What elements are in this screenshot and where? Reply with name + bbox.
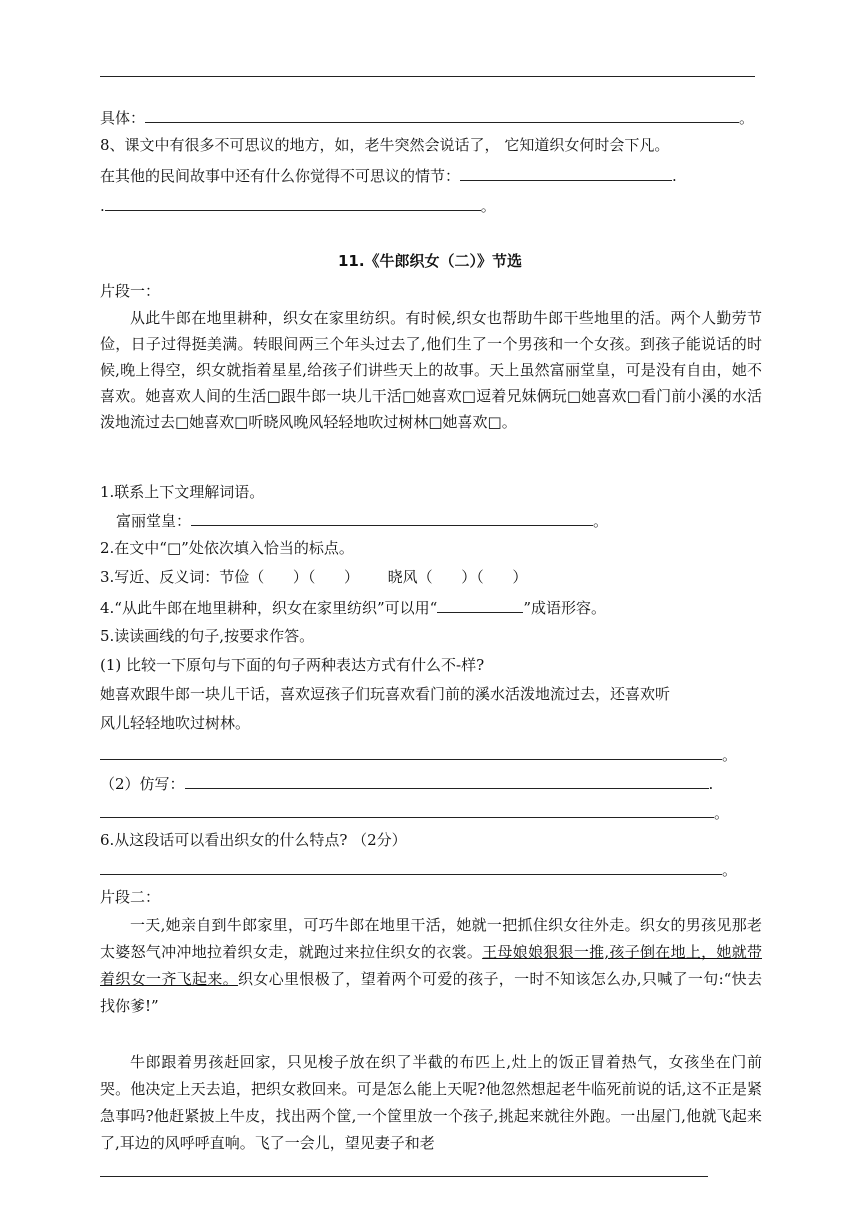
q5-1-blank[interactable] bbox=[100, 743, 722, 760]
frag1-label: 片段一： bbox=[100, 282, 161, 300]
q5-1-text1: 她喜欢跟牛郎一块儿干话，喜欢逗孩子们玩喜欢看门前的溪水活泼地流过去，还喜欢听 bbox=[100, 685, 671, 703]
q8-line2: 在其他的民间故事中还有什么你觉得不可思议的情节： . bbox=[100, 164, 762, 187]
q5-1-text2: 风儿轻轻地吹过树林。 bbox=[100, 714, 251, 732]
section-title: 11.《牛郎织女（二）》节选 bbox=[337, 252, 523, 270]
bottom-rule bbox=[100, 1176, 708, 1177]
frag2-paragraph-2: 牛郎跟着男孩赶回家，只见梭子放在织了半截的布匹上,灶上的饭正冒着热气，女孩坐在门前哭。他决定上天去追，把织女救回来。可是怎么能上天呢?他忽然想起老牛临死前说的话,这不正是紧急事吗?他赶紧披上牛皮，找出两个筐,一个筐里放一个孩子,挑起来就往外跑。一出屋门,他就飞起来了,耳边的风呼呼直响。飞了一会儿，望见妻子和老 bbox=[100, 1053, 762, 1152]
q8-blank-2[interactable] bbox=[105, 194, 481, 211]
q5: 5.读读画线的句子,按要求作答。 bbox=[100, 627, 315, 645]
q5-1: (1) 比较一下原句与下面的句子两种表达方式有什么不-样? bbox=[100, 656, 485, 674]
q4-blank[interactable] bbox=[437, 596, 523, 613]
q1-answer: 富丽堂皇： 。 bbox=[116, 509, 778, 532]
q5-2: （2）仿写： . bbox=[100, 772, 762, 795]
q6-blank[interactable] bbox=[100, 858, 722, 875]
q7-line: 具体： 。 bbox=[100, 106, 762, 129]
q5-2-answer2: 。 bbox=[100, 801, 762, 824]
top-rule bbox=[100, 76, 755, 77]
frag2-label: 片段二： bbox=[100, 888, 161, 906]
q1-blank[interactable] bbox=[191, 509, 593, 526]
q7-blank[interactable] bbox=[145, 106, 739, 123]
q3: 3.写近、反义词：节俭（ ）（ ） 晓风（ ）（ ） bbox=[100, 568, 528, 586]
q1: 1.联系上下文理解词语。 bbox=[100, 483, 265, 501]
q5-1-answer: 。 bbox=[100, 743, 762, 766]
q8-line3: . 。 bbox=[100, 194, 762, 217]
q2: 2.在文中“□”处依次填入恰当的标点。 bbox=[100, 539, 354, 557]
q5-2-blank-2[interactable] bbox=[100, 801, 714, 818]
q6: 6.从这段话可以看出织女的什么特点? （2分） bbox=[100, 831, 407, 849]
underlined-sentence: 王母娘娘狠狠一推,孩子倒在地上，她就带着织女一齐飞起来。 bbox=[100, 943, 762, 988]
q5-2-blank-1[interactable] bbox=[185, 772, 709, 789]
q6-answer: 。 bbox=[100, 858, 762, 881]
q8-line1: 8、课文中有很多不可思议的地方，如，老牛突然会说话了， 它知道织女何时会下凡。 bbox=[100, 136, 670, 154]
q8-blank-1[interactable] bbox=[460, 164, 672, 181]
frag1-text: 从此牛郎在地里耕种，织女在家里纺织。有时候,织女也帮助牛郎干些地里的活。两个人勤劳节俭，日子过得挺美满。转眼间两三个年头过去了,他们生了一个男孩和一个女孩。到孩子能说话的时候,晚上得空，织女就指着星星,给孩子们讲些天上的故事。天上虽然富丽堂皇，可是没有自由，她不喜欢。她喜欢人间的生活□跟牛郎一块儿干活□她喜欢□逗着兄妹俩玩□她喜欢□看门前小溪的水活泼地流过去□她喜欢□听晓风晚风轻轻地吹过树林□她喜欢□。 bbox=[100, 309, 762, 431]
q4: 4.“从此牛郎在地里耕种，织女在家里纺织”可以用“ ”成语形容。 bbox=[100, 596, 762, 619]
q7-label: 具体： bbox=[100, 109, 146, 127]
frag2-paragraph-1: 一天,她亲自到牛郎家里，可巧牛郎在地里干活，她就一把抓住织女往外走。织女的男孩见那老太婆怒气冲冲地拉着织女走，就跑过来拉住织女的衣裳。王母娘娘狠狠一推,孩子倒在地上，她就带着织女一齐飞起来。织女心里恨极了，望着两个可爱的孩子，一时不知该怎么办,只喊了一句:“快去找你爹!” bbox=[100, 916, 762, 1015]
